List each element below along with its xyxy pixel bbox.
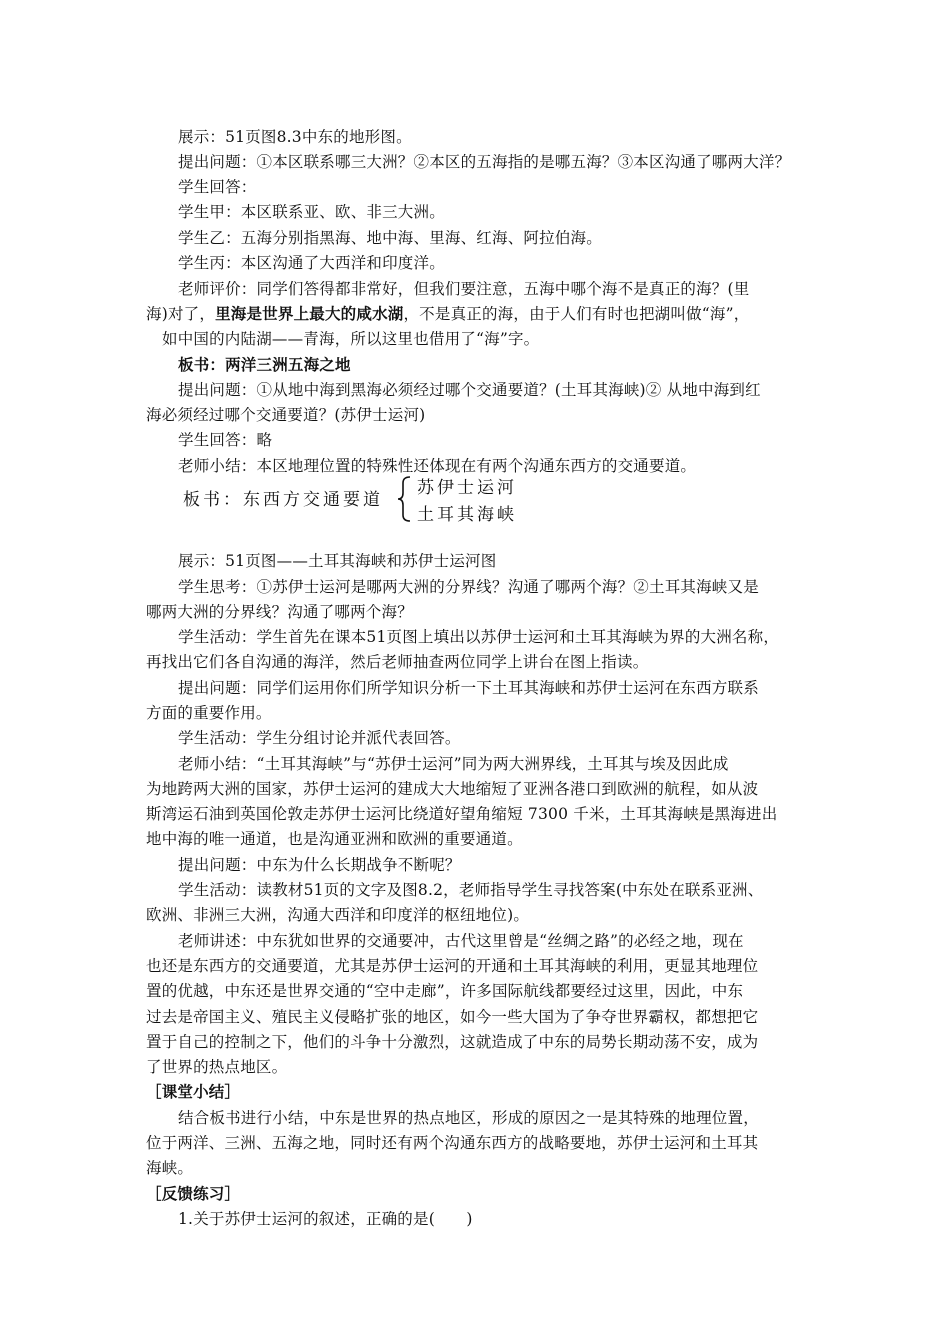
text-line: 海必须经过哪个交通要道？(苏伊士运河) [146, 406, 426, 424]
text-line: 提出问题：中东为什么长期战争不断呢？ [178, 856, 461, 874]
question-line: 1.关于苏伊士运河的叙述，正确的是( ) [178, 1210, 473, 1228]
text-line: 提出问题：同学们运用你们所学知识分析一下土耳其海峡和苏伊士运河在东西方联系 [178, 679, 759, 697]
bold-phrase: 里海是世界上最大的咸水湖 [215, 304, 404, 323]
text-line: 学生思考：①苏伊士运河是哪两大洲的分界线？沟通了哪两个海？②土耳其海峡又是 [178, 578, 759, 596]
text-line: 提出问题：①从地中海到黑海必须经过哪个交通要道？(土耳其海峡)② 从地中海到红 [178, 381, 761, 399]
text-line: 海峡。 [146, 1159, 194, 1177]
board-heading: 板书：两洋三洲五海之地 [178, 355, 351, 374]
text-line: 为地跨两大洲的国家，苏伊士运河的建成大大地缩短了亚洲各港口到欧洲的航程，如从波 [146, 780, 759, 798]
text-line: 哪两大洲的分界线？沟通了哪两个海？ [146, 603, 413, 621]
text-line: 学生甲：本区联系亚、欧、非三大洲。 [178, 203, 445, 221]
text-line: 斯湾运石油到英国伦敦走苏伊士运河比绕道好望角缩短 7300 千米，土耳其海峡是黑海进出 [146, 805, 778, 823]
text-line: 学生回答：略 [178, 431, 273, 449]
section-heading-practice: ［反馈练习］ [146, 1184, 241, 1203]
text-run: ，不是真正的海，由于人们有时也把湖叫做“海”， [403, 305, 750, 323]
text-line: 学生活动：学生首先在课本51页图上填出以苏伊士运河和土耳其海峡为界的大洲名称， [178, 628, 780, 646]
text-line: 学生活动：读教材51页的文字及图8.2，老师指导学生寻找答案(中东处在联系亚洲、 [178, 881, 764, 899]
brace-icon [395, 475, 413, 523]
text-line: 也还是东西方的交通要道，尤其是苏伊士运河的开通和土耳其海峡的利用，更显其地理位 [146, 957, 759, 975]
text-line: 学生回答： [178, 178, 257, 196]
text-line: 了世界的热点地区。 [146, 1058, 288, 1076]
text-line: 老师讲述：中东犹如世界的交通要冲，古代这里曾是“丝绸之路”的必经之地，现在 [178, 932, 744, 950]
board-label: 板书：东西方交通要道 [183, 490, 383, 510]
text-line: 再找出它们各自沟通的海洋，然后老师抽查两位同学上讲台在图上指读。 [146, 653, 649, 671]
text-line [146, 304, 749, 324]
text-line: 老师小结：本区地理位置的特殊性还体现在有两个沟通东西方的交通要道。 [178, 457, 697, 475]
text-line: 位于两洋、三洲、五海之地，同时还有两个沟通东西方的战略要地，苏伊士运河和土耳其 [146, 1134, 759, 1152]
text-line: 展示：51页图——土耳其海峡和苏伊士运河图 [178, 552, 497, 570]
text-line: 结合板书进行小结，中东是世界的热点地区，形成的原因之一是其特殊的地理位置， [178, 1109, 759, 1127]
text-line: 方面的重要作用。 [146, 704, 272, 722]
text-line: 欧洲、非洲三大洲，沟通大西洋和印度洋的枢纽地位)。 [146, 906, 530, 924]
text-line: 置的优越，中东还是世界交通的“空中走廊”，许多国际航线都要经过这里，因此，中东 [146, 982, 744, 1000]
section-heading-summary: ［课堂小结］ [146, 1082, 241, 1101]
text-line: 地中海的唯一通道，也是沟通亚洲和欧洲的重要通道。 [146, 830, 523, 848]
board-diagram [183, 473, 543, 525]
board-item-suez: 苏伊士运河 [417, 478, 517, 498]
text-line: 学生乙：五海分别指黑海、地中海、里海、红海、阿拉伯海。 [178, 229, 602, 247]
text-line: 置于自己的控制之下，他们的斗争十分激烈，这就造成了中东的局势长期动荡不安，成为 [146, 1033, 759, 1051]
text-line: 展示：51页图8.3中东的地形图。 [178, 128, 412, 146]
text-line: 过去是帝国主义、殖民主义侵略扩张的地区，如今一些大国为了争夺世界霸权，都想把它 [146, 1008, 759, 1026]
text-line: 老师小结：“土耳其海峡”与“苏伊士运河”同为两大洲界线，土耳其与埃及因此成 [178, 755, 729, 773]
text-line: 学生丙：本区沟通了大西洋和印度洋。 [178, 254, 445, 272]
board-item-turkish-strait: 土耳其海峡 [417, 505, 517, 525]
text-line: 如中国的内陆湖——青海，所以这里也借用了“海”字。 [162, 330, 540, 348]
text-run: 海)对了， [146, 305, 216, 323]
text-line: 学生活动：学生分组讨论并派代表回答。 [178, 729, 461, 747]
text-line: 提出问题：①本区联系哪三大洲？②本区的五海指的是哪五海？③本区沟通了哪两大洋？ [178, 153, 791, 171]
text-line: 老师评价：同学们答得都非常好，但我们要注意，五海中哪个海不是真正的海？(里 [178, 280, 750, 298]
